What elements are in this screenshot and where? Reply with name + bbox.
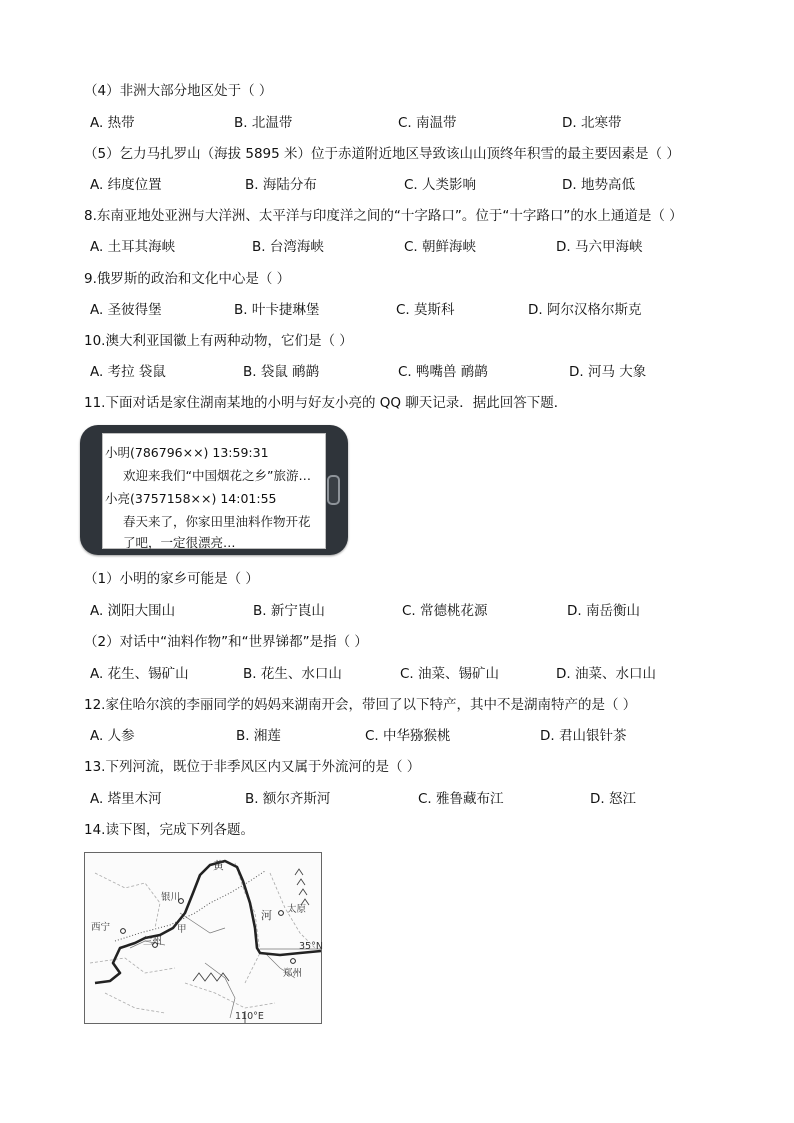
q11-2-option-c: C. 油菜、锡矿山 <box>400 666 500 682</box>
q8-stem: 8.东南亚地处亚洲与大洋洲、太平洋与印度洋之间的“十字路口”。位于“十字路口”的水上通道是（ ） <box>84 208 683 224</box>
map-label-xining: 西宁 <box>91 922 111 933</box>
q10-option-c: C. 鸭嘴兽 鸸鹋 <box>398 364 488 380</box>
map-drawing <box>85 853 321 1023</box>
q10-option-a: A. 考拉 袋鼠 <box>90 364 166 380</box>
q5-option-d: D. 地势高低 <box>562 177 635 193</box>
q11-1-option-d: D. 南岳衡山 <box>567 603 640 619</box>
map-label-35n: 35°N <box>299 941 323 952</box>
q11-2-option-d: D. 油菜、水口山 <box>556 666 656 682</box>
q11-1-option-c: C. 常德桃花源 <box>402 603 488 619</box>
q13-option-d: D. 怒江 <box>590 791 636 807</box>
chat-screen <box>102 433 326 549</box>
q12-option-b: B. 湘莲 <box>236 728 281 744</box>
q11-2-stem: （2）对话中“油料作物”和“世界锑都”是指（ ） <box>84 634 368 650</box>
q12-stem: 12.家住哈尔滨的李丽同学的妈妈来湖南开会，带回了以下特产，其中不是湖南特产的是（ ） <box>84 697 637 713</box>
q5-option-a: A. 纬度位置 <box>90 177 162 193</box>
chat-line-1: 小明(786796××) 13:59:31 <box>105 445 269 460</box>
q8-option-b: B. 台湾海峡 <box>252 239 324 255</box>
q4-option-b: B. 北温带 <box>234 115 293 131</box>
q13-option-b: B. 额尔齐斯河 <box>245 791 331 807</box>
q9-option-c: C. 莫斯科 <box>396 302 455 318</box>
q13-stem: 13.下列河流，既位于非季风区内又属于外流河的是（ ） <box>84 759 421 775</box>
q10-option-d: D. 河马 大象 <box>569 364 647 380</box>
map-label-lanzhou: 兰州 <box>143 936 163 947</box>
q14-stem: 14.读下图，完成下列各题。 <box>84 822 254 838</box>
map-label-he: 河 <box>261 909 272 922</box>
q11-2-option-b: B. 花生、水口山 <box>243 666 342 682</box>
chat-line-3: 小亮(3757158××) 14:01:55 <box>105 491 277 506</box>
q8-option-a: A. 土耳其海峡 <box>90 239 176 255</box>
q11-1-option-b: B. 新宁崀山 <box>253 603 325 619</box>
q4-option-c: C. 南温带 <box>398 115 457 131</box>
chat-line-5: 了吧，一定很漂亮… <box>123 535 236 550</box>
q10-option-b: B. 袋鼠 鸸鹋 <box>243 364 320 380</box>
q12-option-c: C. 中华猕猴桃 <box>365 728 451 744</box>
map-label-110e: 110°E <box>235 1011 264 1022</box>
q4-stem: （4）非洲大部分地区处于（ ） <box>84 83 273 99</box>
q10-stem: 10.澳大利亚国徽上有两种动物，它们是（ ） <box>84 333 353 349</box>
q8-option-d: D. 马六甲海峡 <box>556 239 643 255</box>
phone-home-button-icon <box>327 475 340 505</box>
chat-line-4: 春天来了，你家田里油料作物开花 <box>123 514 311 529</box>
q12-option-d: D. 君山银针茶 <box>540 728 627 744</box>
q11-stem: 11.下面对话是家住湖南某地的小明与好友小亮的 QQ 聊天记录．据此回答下题． <box>84 395 568 411</box>
q9-option-b: B. 叶卡捷琳堡 <box>234 302 320 318</box>
q11-1-option-a: A. 浏阳大围山 <box>90 603 176 619</box>
q13-option-a: A. 塔里木河 <box>90 791 162 807</box>
q5-option-b: B. 海陆分布 <box>245 177 317 193</box>
yellow-river-map <box>84 852 322 1024</box>
q5-stem: （5）乞力马扎罗山（海拔 5895 米）位于赤道附近地区导致该山山顶终年积雪的最主要因素是（ ） <box>84 146 680 162</box>
q13-option-c: C. 雅鲁藏布江 <box>418 791 504 807</box>
q11-1-stem: （1）小明的家乡可能是（ ） <box>84 571 259 587</box>
q9-option-d: D. 阿尔汉格尔斯克 <box>528 302 642 318</box>
q8-option-c: C. 朝鲜海峡 <box>404 239 477 255</box>
q9-option-a: A. 圣彼得堡 <box>90 302 162 318</box>
q4-option-d: D. 北寒带 <box>562 115 622 131</box>
phone-image <box>80 425 348 555</box>
map-label-huang: 黄 <box>213 859 224 872</box>
q4-option-a: A. 热带 <box>90 115 135 131</box>
q11-2-option-a: A. 花生、锡矿山 <box>90 666 189 682</box>
map-label-zhengzhou: 郑州 <box>283 968 303 979</box>
map-label-yinchuan: 银川 <box>161 892 181 903</box>
q5-option-c: C. 人类影响 <box>404 177 477 193</box>
chat-line-2: 欢迎来我们“中国烟花之乡”旅游… <box>123 468 311 483</box>
map-label-taiyuan: 太原 <box>287 904 307 915</box>
map-label-jia: 甲 <box>177 924 187 935</box>
q12-option-a: A. 人参 <box>90 728 135 744</box>
q9-stem: 9.俄罗斯的政治和文化中心是（ ） <box>84 271 291 287</box>
